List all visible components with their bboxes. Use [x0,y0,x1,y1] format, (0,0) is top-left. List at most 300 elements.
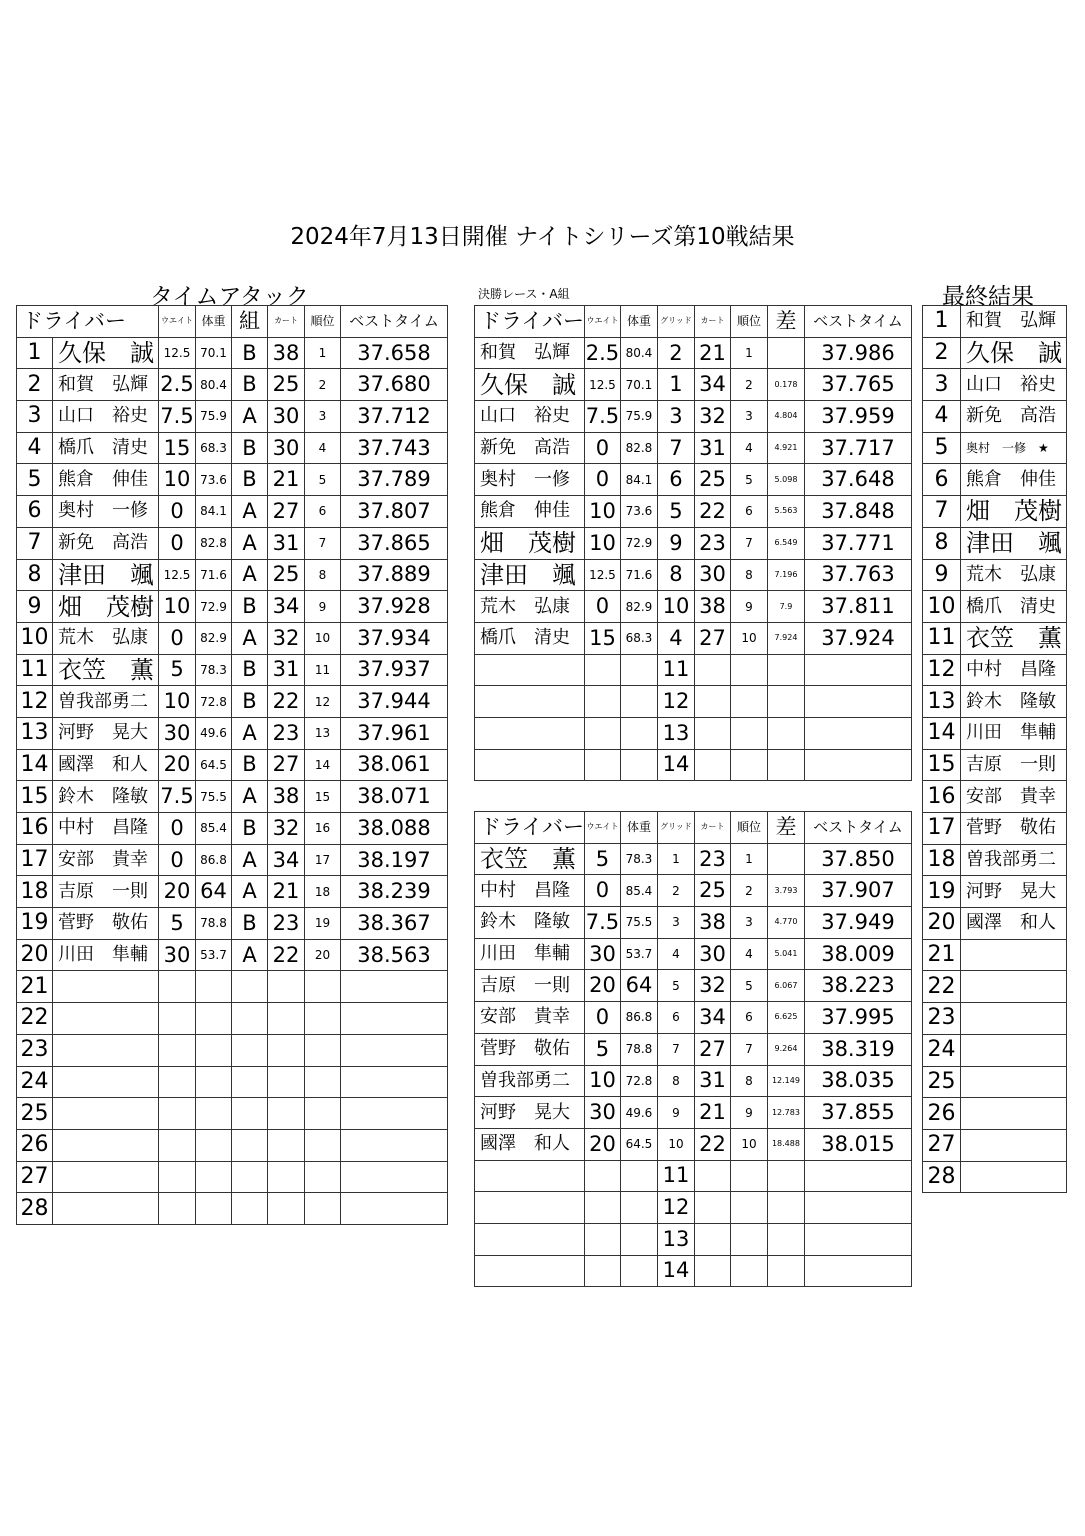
best-time: 37.907 [804,875,911,907]
weight: 0 [159,496,196,528]
kart [694,1192,730,1224]
body-weight: 84.1 [620,464,657,496]
group: A [232,496,268,528]
best-time: 37.865 [341,527,448,559]
driver-name: 橋爪 清史 [961,591,1067,623]
diff [767,1160,804,1192]
final-results-row [923,401,1067,433]
best-time: 37.765 [804,369,911,401]
driver-name: 曽我部勇二 [961,844,1067,876]
body-weight: 72.8 [620,1065,657,1097]
kart: 30 [694,938,730,970]
weight: 10 [159,686,196,718]
driver-name: 曽我部勇二 [53,686,159,718]
best-time [341,971,448,1003]
diff: 4.770 [767,907,804,939]
position: 21 [17,971,53,1003]
rank [305,1098,341,1130]
body-weight [196,1129,232,1161]
grid: 13 [657,1223,694,1255]
body-weight [620,717,657,749]
driver-name: 新免 高浩 [961,401,1067,433]
body-weight: 78.3 [620,843,657,875]
driver-name: 菅野 敬佑 [475,1033,585,1065]
diff [767,1255,804,1287]
body-weight: 68.3 [620,622,657,654]
header-body-weight: 体重 [620,306,657,338]
body-weight: 78.8 [620,1033,657,1065]
weight: 10 [584,496,620,528]
position: 5 [923,432,961,464]
kart: 30 [268,432,305,464]
driver-name [475,654,585,686]
group [232,971,268,1003]
driver-name: 鈴木 隆敏 [961,686,1067,718]
position: 17 [923,813,961,845]
group [232,1066,268,1098]
rank: 1 [305,337,341,369]
position: 26 [923,1098,961,1130]
time-attack-row [17,717,448,749]
grid: 13 [657,717,694,749]
header-best-time: ベストタイム [804,306,911,338]
kart: 21 [694,1097,730,1129]
time-attack-row [17,369,448,401]
kart [268,1129,305,1161]
driver-name: 荒木 弘康 [53,622,159,654]
best-time: 37.961 [341,717,448,749]
kart: 32 [694,970,730,1002]
body-weight: 82.9 [196,622,232,654]
position: 16 [17,813,53,845]
weight [159,1034,196,1066]
position: 11 [17,654,53,686]
position: 27 [923,1129,961,1161]
final-results-table [922,305,1067,1193]
body-weight [620,1192,657,1224]
race-a-row [475,749,912,781]
time-attack-row [17,1098,448,1130]
body-weight: 82.9 [620,591,657,623]
best-time: 37.789 [341,464,448,496]
rank: 10 [305,622,341,654]
best-time [804,749,911,781]
rank: 8 [305,559,341,591]
race-b-row [475,1192,912,1224]
weight: 5 [159,908,196,940]
time-attack-row [17,496,448,528]
final-results-row [923,306,1067,338]
rank: 1 [730,337,767,369]
group: B [232,908,268,940]
diff: 9.264 [767,1033,804,1065]
final-results-row [923,1129,1067,1161]
body-weight [620,1160,657,1192]
body-weight: 85.4 [196,813,232,845]
driver-name [53,1129,159,1161]
header-rank: 順位 [730,812,767,844]
group: A [232,559,268,591]
weight: 0 [584,1002,620,1034]
driver-name: 國澤 和人 [475,1128,585,1160]
position: 25 [17,1098,53,1130]
position: 15 [17,781,53,813]
final-results-row [923,432,1067,464]
rank: 9 [305,591,341,623]
rank: 17 [305,844,341,876]
best-time: 38.009 [804,938,911,970]
race-a-row [475,686,912,718]
driver-name: 橋爪 清史 [475,622,585,654]
rank: 12 [305,686,341,718]
diff: 5.098 [767,464,804,496]
diff [767,337,804,369]
final-results-row [923,844,1067,876]
rank [305,1161,341,1193]
driver-name: 津田 颯 [961,527,1067,559]
rank [305,1129,341,1161]
body-weight: 72.8 [196,686,232,718]
final-results-row [923,908,1067,940]
header-weight: ウエイト [159,306,196,338]
best-time: 38.088 [341,813,448,845]
rank: 10 [730,1128,767,1160]
kart: 34 [268,591,305,623]
kart: 38 [268,337,305,369]
driver-name: 久保 誠 [53,337,159,369]
grid: 7 [657,1033,694,1065]
position: 5 [17,464,53,496]
driver-name: 川田 隼輔 [961,717,1067,749]
position: 26 [17,1129,53,1161]
position: 3 [923,369,961,401]
weight: 7.5 [584,401,620,433]
rank: 5 [730,464,767,496]
time-attack-row [17,844,448,876]
rank [305,1193,341,1225]
time-attack-row [17,749,448,781]
driver-name: 奥村 一修 [53,496,159,528]
driver-name: 吉原 一則 [53,876,159,908]
time-attack-row [17,908,448,940]
weight [159,1129,196,1161]
kart [694,749,730,781]
weight: 7.5 [159,401,196,433]
driver-name: 衣笠 薫 [53,654,159,686]
kart: 32 [694,401,730,433]
best-time: 37.648 [804,464,911,496]
weight [584,1255,620,1287]
position: 24 [17,1066,53,1098]
body-weight: 71.6 [196,559,232,591]
rank: 3 [730,907,767,939]
weight: 0 [159,844,196,876]
kart: 31 [268,527,305,559]
best-time [341,1161,448,1193]
group: B [232,591,268,623]
final-results-row [923,591,1067,623]
weight: 0 [584,875,620,907]
time-attack-row [17,1034,448,1066]
kart: 34 [694,369,730,401]
race-a-row [475,527,912,559]
position: 3 [17,401,53,433]
weight: 20 [584,1128,620,1160]
race-b-row [475,1002,912,1034]
header-group: 組 [232,306,268,338]
driver-name: 和賀 弘輝 [961,306,1067,338]
driver-name [53,1003,159,1035]
driver-name: 津田 颯 [53,559,159,591]
final-results-caption: 最終結果 [942,284,1034,310]
group: A [232,939,268,971]
grid: 2 [657,875,694,907]
race-b-row [475,1097,912,1129]
final-results-row [923,1003,1067,1035]
kart [268,1161,305,1193]
grid: 8 [657,559,694,591]
group: B [232,654,268,686]
driver-name [475,1223,585,1255]
rank [305,1066,341,1098]
driver-name: 河野 晃大 [961,876,1067,908]
driver-name: 畑 茂樹 [475,527,585,559]
driver-name: 新免 高浩 [475,432,585,464]
best-time [804,717,911,749]
rank [730,686,767,718]
rank: 6 [730,1002,767,1034]
group: B [232,464,268,496]
driver-name [53,971,159,1003]
driver-name: 安部 貴幸 [961,781,1067,813]
weight: 5 [584,843,620,875]
kart: 25 [694,464,730,496]
body-weight: 70.1 [196,337,232,369]
weight: 0 [159,813,196,845]
weight: 10 [584,1065,620,1097]
final-results-row [923,876,1067,908]
body-weight: 78.3 [196,654,232,686]
best-time: 38.061 [341,749,448,781]
rank [730,654,767,686]
driver-name: 菅野 敬佑 [53,908,159,940]
group: B [232,813,268,845]
kart [694,717,730,749]
position: 24 [923,1034,961,1066]
time-attack-header-row [17,306,448,338]
best-time: 37.763 [804,559,911,591]
position: 9 [923,559,961,591]
body-weight [620,654,657,686]
grid: 7 [657,432,694,464]
race-b-row [475,907,912,939]
position: 22 [17,1003,53,1035]
position: 6 [923,464,961,496]
driver-name [961,939,1067,971]
best-time: 37.924 [804,622,911,654]
diff: 4.804 [767,401,804,433]
diff: 4.921 [767,432,804,464]
best-time [804,1255,911,1287]
weight [159,1098,196,1130]
best-time [804,686,911,718]
body-weight [620,1223,657,1255]
position: 18 [17,876,53,908]
diff [767,749,804,781]
group [232,1003,268,1035]
page-title: 2024年7月13日開催 ナイトシリーズ第10戦結果 [290,224,795,250]
header-weight: ウエイト [584,812,620,844]
time-attack-caption: タイムアタック [150,284,309,310]
body-weight: 75.5 [620,907,657,939]
position: 10 [923,591,961,623]
time-attack-row [17,527,448,559]
best-time [341,1066,448,1098]
weight: 10 [159,591,196,623]
position: 23 [923,1003,961,1035]
kart [694,686,730,718]
header-diff: 差 [767,306,804,338]
driver-name [961,971,1067,1003]
position: 20 [923,908,961,940]
position: 19 [923,876,961,908]
best-time: 38.223 [804,970,911,1002]
best-time: 37.995 [804,1002,911,1034]
race-b-row [475,843,912,875]
rank [730,1160,767,1192]
diff [767,717,804,749]
kart: 27 [268,496,305,528]
diff: 5.041 [767,938,804,970]
grid: 6 [657,464,694,496]
body-weight: 70.1 [620,369,657,401]
header-rank: 順位 [305,306,341,338]
kart [694,654,730,686]
best-time [804,1160,911,1192]
body-weight: 72.9 [196,591,232,623]
time-attack-row [17,813,448,845]
final-results-row [923,1066,1067,1098]
driver-name: 橋爪 清史 [53,432,159,464]
kart: 21 [268,464,305,496]
grid: 11 [657,654,694,686]
header-rank: 順位 [730,306,767,338]
rank: 9 [730,1097,767,1129]
weight: 5 [159,654,196,686]
best-time: 37.986 [804,337,911,369]
group: A [232,527,268,559]
kart: 22 [268,939,305,971]
grid: 4 [657,938,694,970]
driver-name: 中村 昌隆 [53,813,159,845]
position: 28 [923,1161,961,1193]
rank [730,1255,767,1287]
rank: 18 [305,876,341,908]
kart: 27 [268,749,305,781]
body-weight: 68.3 [196,432,232,464]
group: B [232,369,268,401]
position: 14 [923,717,961,749]
position: 21 [923,939,961,971]
time-attack-row [17,337,448,369]
rank: 16 [305,813,341,845]
kart [694,1255,730,1287]
body-weight: 75.9 [620,401,657,433]
best-time: 37.807 [341,496,448,528]
body-weight: 71.6 [620,559,657,591]
grid: 1 [657,369,694,401]
kart: 22 [268,686,305,718]
race-a-row [475,337,912,369]
body-weight: 82.8 [620,432,657,464]
rank: 19 [305,908,341,940]
driver-name: 津田 颯 [475,559,585,591]
driver-name [961,1066,1067,1098]
driver-name [475,717,585,749]
best-time: 37.855 [804,1097,911,1129]
time-attack-row [17,971,448,1003]
driver-name: 久保 誠 [475,369,585,401]
driver-name: 畑 茂樹 [53,591,159,623]
rank: 5 [305,464,341,496]
rank: 3 [305,401,341,433]
rank: 6 [305,496,341,528]
race-b-row [475,1128,912,1160]
weight: 0 [584,464,620,496]
kart [694,1223,730,1255]
group [232,1193,268,1225]
best-time [341,1003,448,1035]
kart: 22 [694,1128,730,1160]
position: 12 [17,686,53,718]
driver-name: 川田 隼輔 [475,938,585,970]
driver-name [475,749,585,781]
position: 8 [923,527,961,559]
driver-name [475,686,585,718]
race-a-row [475,622,912,654]
weight: 0 [159,622,196,654]
rank: 14 [305,749,341,781]
header-grid: グリッド [657,306,694,338]
position: 7 [923,496,961,528]
final-results-row [923,813,1067,845]
body-weight: 75.5 [196,781,232,813]
weight: 12.5 [159,559,196,591]
driver-name [53,1193,159,1225]
driver-name: 安部 貴幸 [475,1002,585,1034]
position: 9 [17,591,53,623]
driver-name [961,1003,1067,1035]
best-time: 37.889 [341,559,448,591]
header-grid: グリッド [657,812,694,844]
kart: 25 [268,369,305,401]
weight [159,1193,196,1225]
header-driver: ドライバー [475,306,585,338]
race-b-row [475,938,912,970]
kart [268,1098,305,1130]
position: 20 [17,939,53,971]
driver-name: 熊倉 伸佳 [961,464,1067,496]
time-attack-row [17,1129,448,1161]
race-b-header-row [475,812,912,844]
position: 16 [923,781,961,813]
diff: 5.563 [767,496,804,528]
final-results-row [923,622,1067,654]
best-time: 37.850 [804,843,911,875]
driver-name: 新免 高浩 [53,527,159,559]
driver-name: 和賀 弘輝 [475,337,585,369]
grid: 3 [657,401,694,433]
